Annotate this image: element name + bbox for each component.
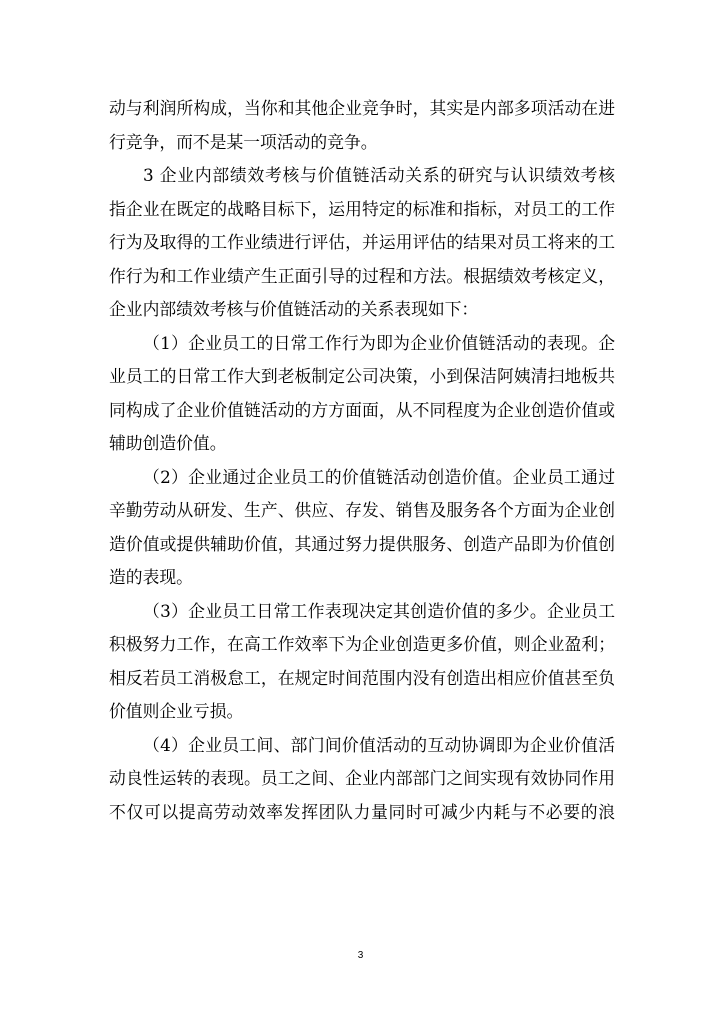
text-line: 辅助创造价值。: [109, 433, 227, 453]
text-line: 造的表现。: [109, 567, 193, 587]
text-line: 行竞争，而不是某一项活动的竞争。: [109, 131, 378, 152]
page-number: 3: [357, 950, 364, 961]
text-line: 价值则企业亏损。: [109, 701, 244, 721]
text-line: 同构成了企业价值链活动的方方面面，从不同程度为企业创造价值或: [109, 399, 615, 420]
list-item-2-line: （2）企业通过企业员工的价值链活动创造价值。企业员工通过: [143, 466, 615, 487]
section-heading-line: 3 企业内部绩效考核与价值链活动关系的研究与认识绩效考核: [143, 165, 615, 185]
list-item-4-line: （4）企业员工间、部门间价值活动的互动协调即为企业价值活: [143, 734, 615, 755]
text-line: 相反若员工消极怠工，在规定时间范围内没有创造出相应价值甚至负: [109, 667, 615, 688]
text-line: 指企业在既定的战略目标下，运用特定的标准和指标，对员工的工作: [109, 198, 615, 219]
text-line: 业员工的日常工作大到老板制定公司决策，小到保洁阿姨清扫地板共: [109, 366, 615, 386]
text-line: 动良性运转的表现。员工之间、企业内部部门之间实现有效协同作用: [109, 768, 615, 788]
text-line: 造价值或提供辅助价值，其通过努力提供服务、创造产品即为价值创: [109, 533, 615, 554]
list-item-1-line: （1）企业员工的日常工作行为即为企业价值链活动的表现。企: [143, 332, 615, 353]
text-line: 企业内部绩效考核与价值链活动的关系表现如下：: [109, 299, 479, 319]
text-line: 不仅可以提高劳动效率发挥团队力量同时可减少内耗与不必要的浪: [109, 801, 615, 822]
text-line: 积极努力工作，在高工作效率下为企业创造更多价值，则企业盈利；: [109, 634, 615, 654]
list-item-3-line: （3）企业员工日常工作表现决定其创造价值的多少。企业员工: [143, 600, 615, 621]
text-line: 辛勤劳动从研发、生产、供应、存发、销售及服务各个方面为企业创: [109, 500, 615, 520]
text-line: 作行为和工作业绩产生正面引导的过程和方法。根据绩效考核定义，: [109, 265, 615, 286]
text-line: 行为及取得的工作业绩进行评估，并运用评估的结果对员工将来的工: [109, 232, 615, 252]
page-body: [109, 92, 615, 829]
text-line: 动与利润所构成，当你和其他企业竞争时，其实是内部多项活动在进: [109, 98, 615, 118]
